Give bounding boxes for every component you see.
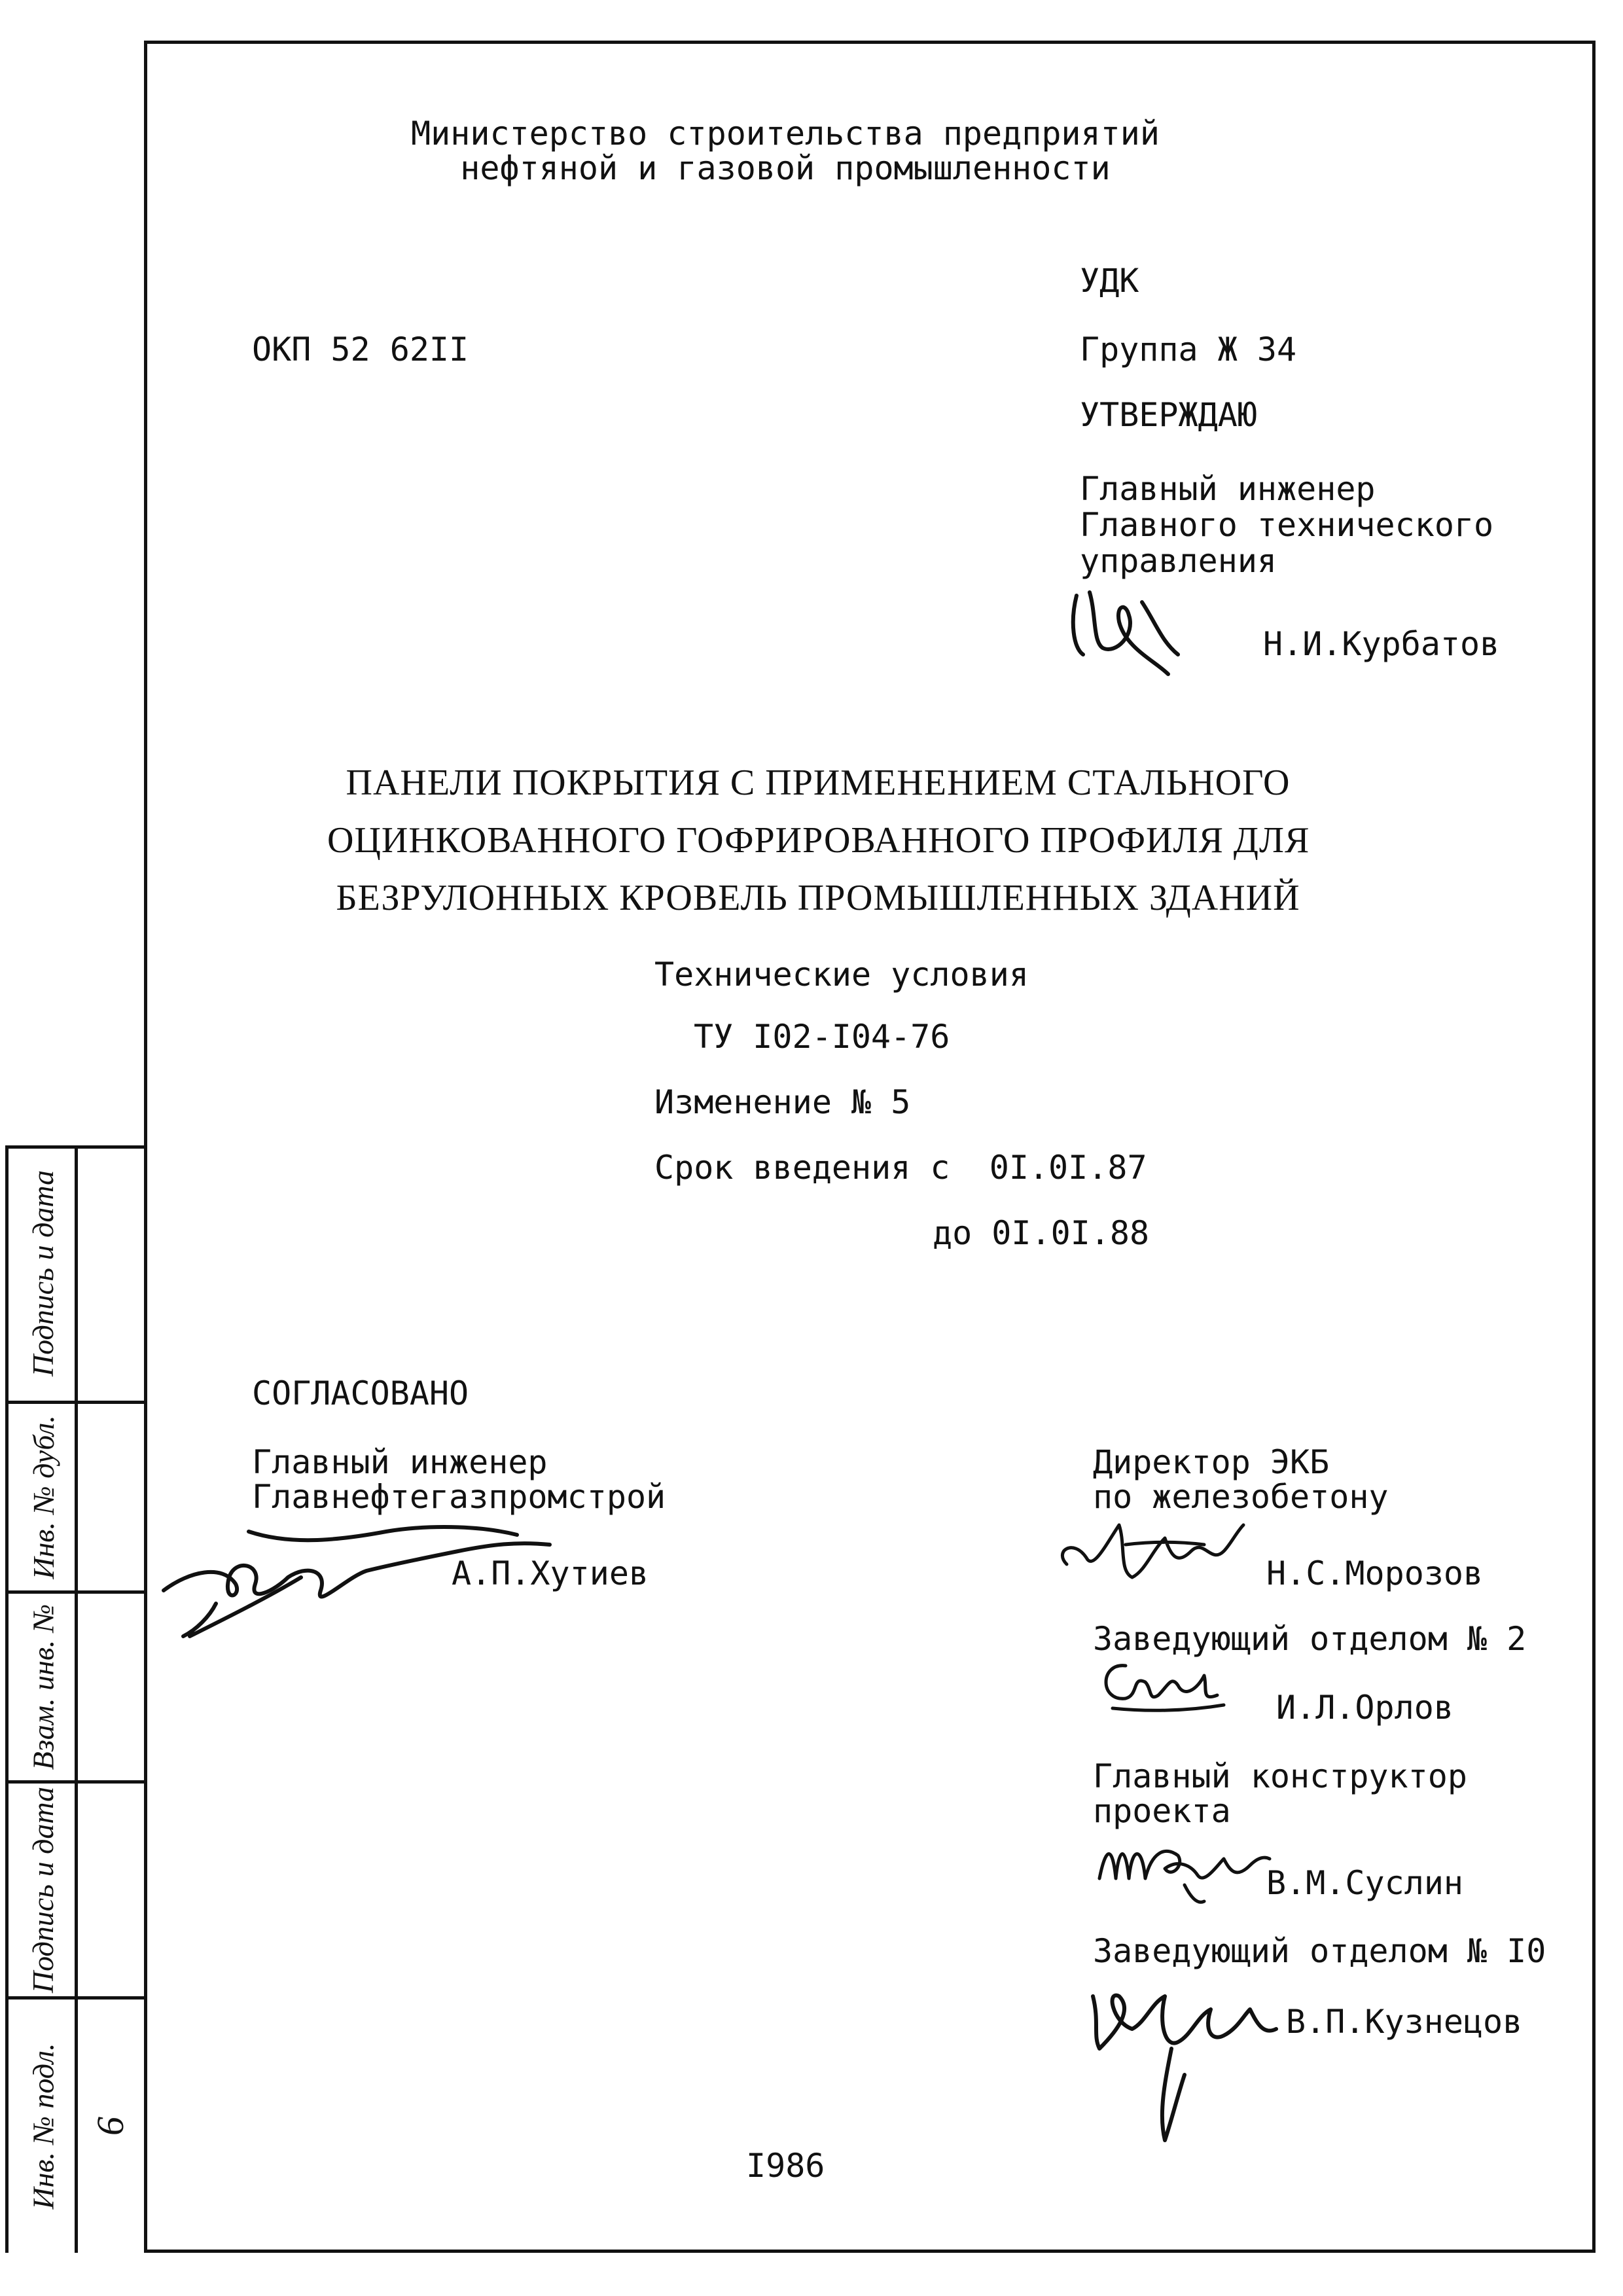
signatory-3-position-1: Главный конструктор <box>1093 1757 1467 1795</box>
signatory-3-signature <box>1086 1820 1283 1911</box>
year: I986 <box>746 2147 825 2185</box>
approval-heading: УТВЕРЖДАЮ <box>1080 396 1257 434</box>
stamp-field-signature-date: Подпись и дата <box>26 1786 60 1994</box>
signatory-4-position-1: Заведующий отделом № I0 <box>1093 1932 1546 1970</box>
title-line-3: БЕЗРУЛОННЫХ КРОВЕЛЬ ПРОМЫШЛЕННЫХ ЗДАНИЙ <box>336 878 1300 918</box>
approval-position-2: Главного технического <box>1080 506 1494 544</box>
spec-change: Изменение № 5 <box>654 1083 911 1121</box>
stamp-field-replace-inv: Взам. инв. № <box>26 1604 60 1770</box>
signatory-3-position-2: проекта <box>1093 1792 1231 1830</box>
signatory-3-name: В.М.Суслин <box>1266 1864 1464 1902</box>
signatory-2-signature <box>1086 1649 1230 1721</box>
approval-position-3: управления <box>1080 542 1277 580</box>
agreed-position-2: Главнефтегазпромстрой <box>252 1478 666 1516</box>
spec-term-from: Срок введения с 0I.0I.87 <box>654 1149 1147 1187</box>
group-code: Группа Ж 34 <box>1080 331 1297 368</box>
stamp-inv-number: 6 <box>88 2117 132 2136</box>
spec-kind: Технические условия <box>654 956 1029 994</box>
ministry-line-1: Министерство строительства предприятий <box>411 115 1160 152</box>
okp-code: ОКП 52 62II <box>252 331 469 368</box>
signatory-1-signature <box>1047 1505 1270 1597</box>
spec-term-to: до 0I.0I.88 <box>933 1214 1150 1252</box>
stamp-field-dup-inv: Инв. № дубл. <box>26 1415 60 1579</box>
signatory-2-name: И.Л.Орлов <box>1276 1689 1454 1727</box>
page-frame <box>144 41 1596 2253</box>
agreed-name: А.П.Хутиев <box>452 1554 649 1592</box>
agreed-heading: СОГЛАСОВАНО <box>252 1374 469 1412</box>
approval-position-1: Главный инженер <box>1080 470 1376 508</box>
approval-signature <box>1063 576 1194 681</box>
title-line-2: ОЦИНКОВАННОГО ГОФРИРОВАННОГО ПРОФИЛЯ ДЛЯ <box>327 820 1310 861</box>
signatory-1-position-2: по железобетону <box>1093 1478 1389 1516</box>
signatory-2-position-1: Заведующий отделом № 2 <box>1093 1620 1527 1658</box>
spec-code: ТУ I02-I04-76 <box>694 1018 950 1056</box>
ministry-line-2: нефтяной и газовой промышленности <box>460 149 1111 187</box>
signatory-4-signature <box>1080 1970 1289 2153</box>
stamp-field-original-inv: Инв. № подл. <box>26 2043 60 2210</box>
signatory-1-name: Н.С.Морозов <box>1266 1554 1484 1592</box>
approval-name: Н.И.Курбатов <box>1263 625 1500 663</box>
margin-stamp <box>5 1145 144 2253</box>
agreed-position-1: Главный инженер <box>252 1443 548 1481</box>
signatory-4-name: В.П.Кузнецов <box>1286 2003 1523 2041</box>
signatory-1-position-1: Директор ЭКБ <box>1093 1443 1330 1481</box>
title-line-1: ПАНЕЛИ ПОКРЫТИЯ С ПРИМЕНЕНИЕМ СТАЛЬНОГО <box>346 762 1291 803</box>
stamp-field-signature-date-top: Подпись и дата <box>26 1170 60 1376</box>
udk-label: УДК <box>1080 262 1139 300</box>
